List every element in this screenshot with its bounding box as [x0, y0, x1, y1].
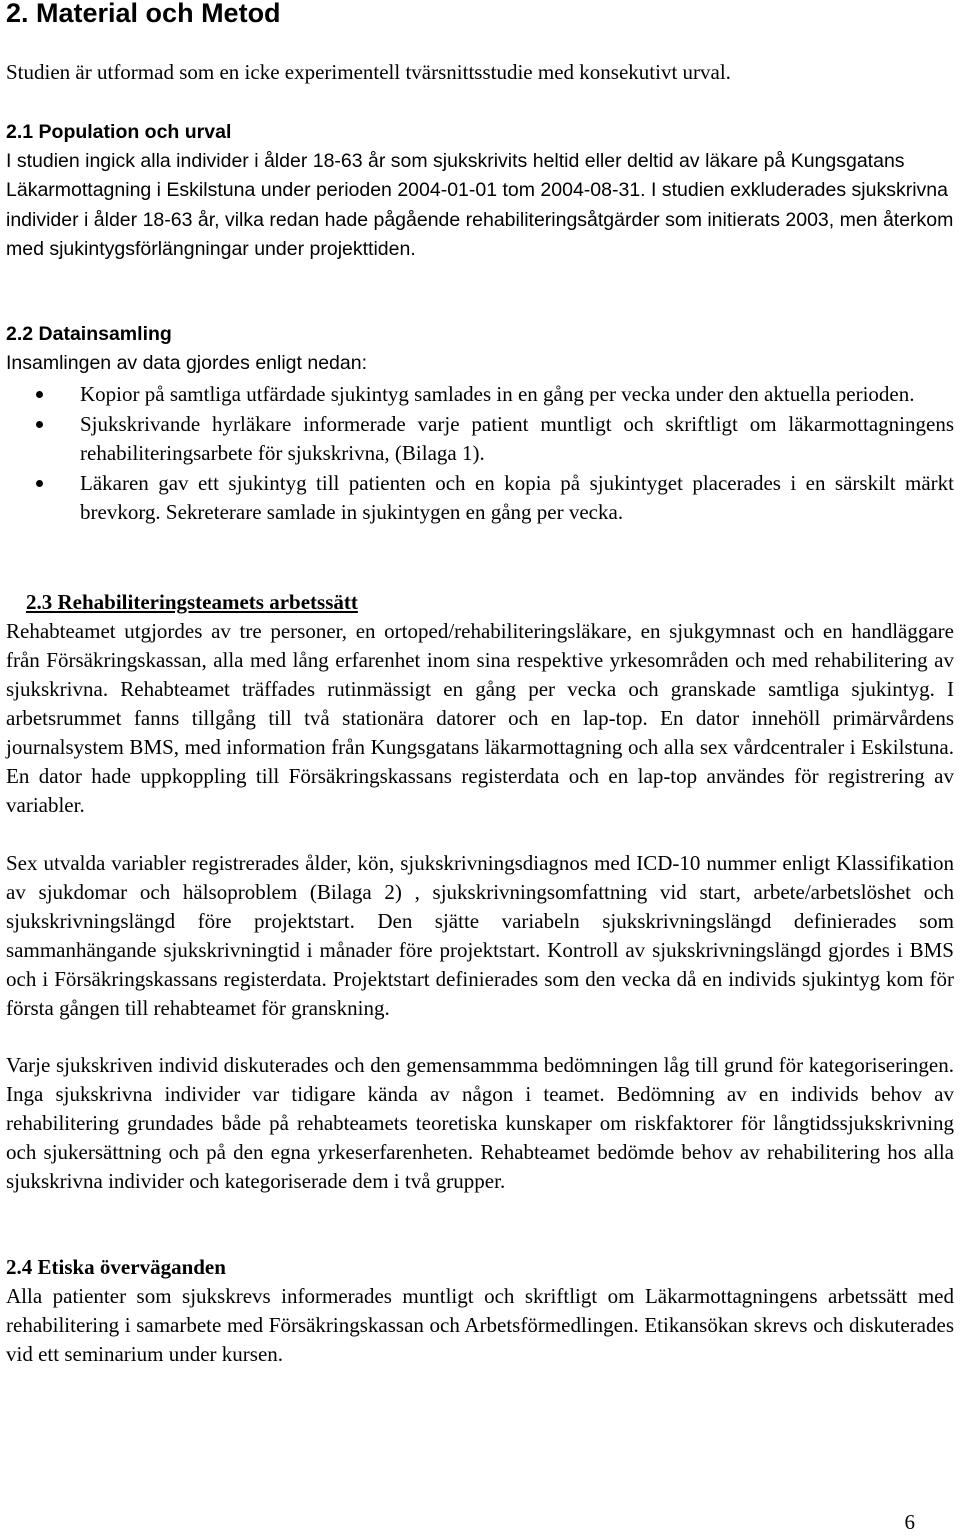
section-2-3-paragraph-3: Varje sjukskriven individ diskuterades och den gemensammma bedömningen låg till grund för kategoriseringen. Inga sjukskrivna individer var tidigare kända av någon i teamet. Bedömning av en individs behov av rehabilitering grundades både på rehabteamets teoretiska kunskaper om riskfaktorer för långtidssjukskrivning och sjukersättning och på den egna yrkeserfarenheten. Rehabteamet bedömde behov av rehabilitering hos alla sjukskrivna individer och kategoriserade dem i två grupper.: [6, 1053, 954, 1193]
section-2-4-body: Alla patienter som sjukskrevs informerades muntligt och skriftligt om Läkarmottagningens arbetssätt med rehabilitering i samarbete med Försäkringskassan och Arbetsförmedlingen. Etikansökan skrevs och diskuterades vid ett seminarium under kursen.: [6, 1284, 954, 1366]
section-2-3-paragraph-1: Rehabteamet utgjordes av tre personer, en ortoped/rehabiliteringsläkare, en sjukgymnast och en handläggare från Försäkringskassan, alla med lång erfarenhet inom sina respektive yrkesområden och med rehabilitering av sjukskrivna. Rehabteamet träffades rutinmässigt en gång per vecka och granskade samtliga sjukintyg. I arbetsrummet fanns tillgång till två stationära datorer och en lap-top. En dator innehöll primärvårdens journalsystem BMS, med information från Kungsgatans läkarmottagning och alla sex vårdcentraler i Eskilstuna. En dator hade uppkoppling till Försäkringskassans registerdata och en lap-top användes för registrering av variabler.: [6, 619, 954, 817]
section-2-2-body: Insamlingen av data gjordes enligt nedan:: [6, 352, 367, 374]
section-2-3-paragraph-2: Sex utvalda variabler registrerades ålder, kön, sjukskrivningsdiagnos med ICD-10 nummer enligt Klassifikation av sjukdomar och hälsoproblem (Bilaga 2) , sjukskrivningsomfattning vid start, arbete/arbetslöshet och sjukskrivningslängd före projektstart. Den sjätte variabeln sjukskrivningslängd definierades som sammanhängande sjukskrivningtid i månader före projektstart. Kontroll av sjukskrivningslängd gjordes i BMS och i Försäkringskassans registerdata. Projektstart definierades som den vecka då en individs sjukintyg kom för första gången till rehabteamet för granskning.: [6, 851, 954, 1020]
section-2-3-heading: 2.3 Rehabiliteringsteamets arbetssätt: [26, 590, 358, 614]
bullet-icon: [36, 480, 43, 487]
list-item: Kopior på samtliga utfärdade sjukintyg samlades in en gång per vecka under den aktuella perioden.: [6, 380, 954, 410]
list-item: Sjukskrivande hyrläkare informerade varje patient muntligt och skriftligt om läkarmottagningens rehabiliteringsarbete för sjukskrivna, (Bilaga 1).: [6, 410, 954, 469]
intro-paragraph: Studien är utformad som en icke experimentell tvärsnittsstudie med konsekutivt urval.: [6, 60, 731, 84]
chapter-heading: 2. Material och Metod: [6, 0, 281, 28]
section-2-1-heading: 2.1 Population och urval: [6, 121, 232, 143]
data-collection-list: [6, 380, 954, 528]
list-item: Läkaren gav ett sjukintyg till patienten och en kopia på sjukintyget placerades i en särskilt märkt brevkorg. Sekreterare samlade in sjukintygen en gång per vecka.: [6, 469, 954, 528]
bullet-icon: [36, 421, 43, 428]
page-number: 6: [904, 1510, 915, 1534]
section-2-1-body: I studien ingick alla individer i ålder 18-63 år som sjukskrivits heltid eller deltid av läkare på Kungsgatans Läkarmottagning i Eskilstuna under perioden 2004-01-01 tom 2004-08-31. I studien exkluderades sjukskrivna individer i ålder 18-63 år, vilka redan hade pågående rehabiliteringsåtgärder som initierats 2003, men återkom med sjukintygsförlängningar under projekttiden.: [6, 150, 954, 260]
section-2-2-heading: 2.2 Datainsamling: [6, 323, 172, 345]
section-2-4-heading: 2.4 Etiska överväganden: [6, 1255, 226, 1279]
bullet-icon: [36, 391, 43, 398]
